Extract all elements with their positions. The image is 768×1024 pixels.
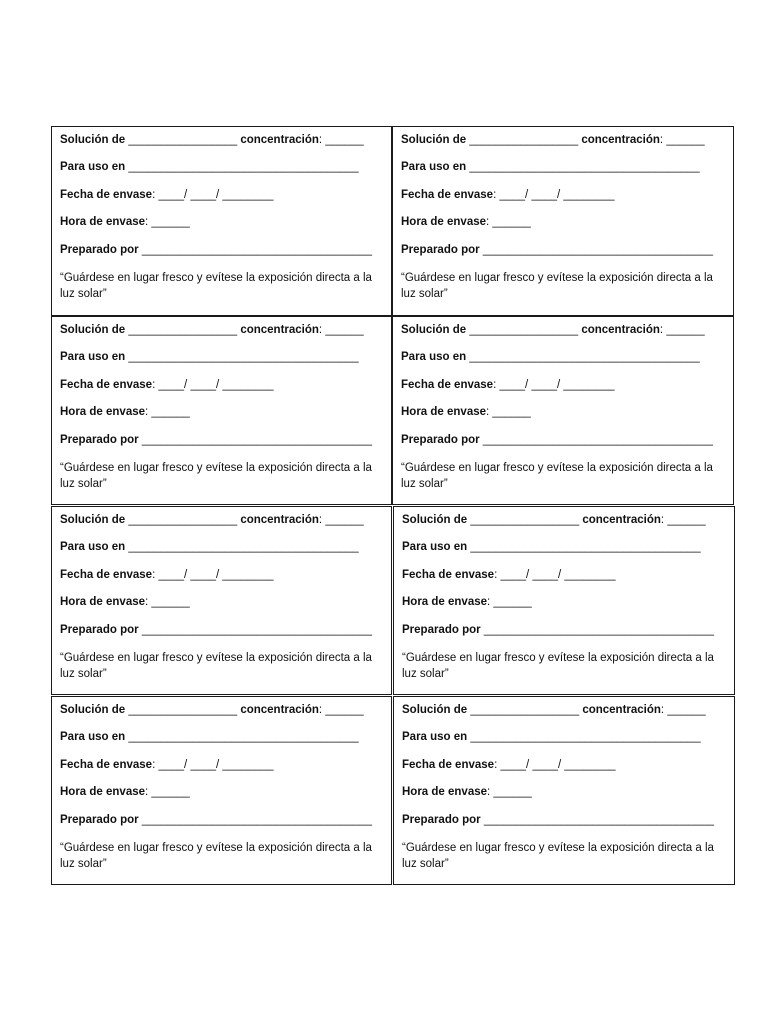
date-colon: : [494,568,498,581]
solution-label-card [393,696,735,885]
prepared-by-label: Preparado por [60,623,139,636]
date-label: Fecha de envase [402,758,495,771]
time-colon: : [145,596,149,609]
solution-line [402,703,726,730]
prepared-by-blank: ____________________________________ [482,243,714,256]
solution-line [60,703,383,730]
use-blank: ____________________________________ [128,161,359,174]
prepared-by-blank: ____________________________________ [482,433,714,446]
time-colon: : [486,406,490,419]
solution-blank: _________________ [469,324,579,336]
use-label: Para uso en [60,351,126,364]
solution-label-card [392,126,734,316]
prepared-by-blank: ____________________________________ [141,623,373,636]
solution-line [60,513,383,540]
use-label: Para uso en [60,161,126,174]
prepared-by-line [60,623,383,650]
storage-note: “Guárdese en lugar fresco y evítese la exposición directa a la luz solar” [401,271,713,300]
prepared-by-blank: ____________________________________ [141,433,373,446]
solution-line [401,323,725,350]
solution-line [60,323,383,350]
time-label: Hora de envase [402,596,488,609]
concentration-label: concentración [240,514,319,526]
prepared-by-line [401,433,725,460]
solution-blank: _________________ [128,324,238,336]
solution-label: Solución de [60,704,126,716]
date-label: Fecha de envase [401,378,494,391]
prepared-by-line [401,243,725,270]
solution-label-card [51,506,392,695]
use-blank: ____________________________________ [469,351,700,364]
date-colon: : [152,568,156,581]
concentration-blank: ______ [666,324,705,336]
use-blank: ____________________________________ [128,351,359,364]
solution-label: Solución de [402,704,468,716]
use-line [401,350,725,377]
prepared-by-label: Preparado por [60,813,139,826]
time-blank: ______ [151,786,190,799]
storage-note: “Guárdese en lugar fresco y evítese la exposición directa a la luz solar” [60,461,372,490]
date-label: Fecha de envase [401,188,494,201]
use-label: Para uso en [401,161,467,174]
time-line [402,785,726,812]
date-colon: : [152,758,156,771]
time-line [60,595,383,622]
date-label: Fecha de envase [402,568,495,581]
date-line [401,188,725,215]
time-label: Hora de envase [402,786,488,799]
use-blank: ____________________________________ [469,161,700,174]
date-line [402,758,726,785]
solution-line [60,133,383,160]
time-line [60,405,383,432]
date-line [402,568,726,595]
concentration-label: concentración [582,514,661,526]
concentration-blank: ______ [667,514,706,526]
time-colon: : [145,216,149,229]
storage-note: “Guárdese en lugar fresco y evítese la exposición directa a la luz solar” [60,841,372,870]
solution-blank: _________________ [128,134,238,146]
date-blank: ____/ ____/ ________ [158,188,274,201]
date-line [60,188,383,215]
date-blank: ____/ ____/ ________ [158,568,274,581]
concentration-colon: : [318,704,323,716]
time-label: Hora de envase [401,216,487,229]
use-blank: ____________________________________ [470,731,701,744]
date-blank: ____/ ____/ ________ [158,378,274,391]
use-label: Para uso en [401,351,467,364]
time-blank: ______ [492,216,531,229]
prepared-by-label: Preparado por [60,243,139,256]
date-blank: ____/ ____/ ________ [158,758,274,771]
use-line [60,540,383,567]
use-line [402,540,726,567]
time-colon: : [487,596,491,609]
date-colon: : [152,378,156,391]
concentration-label: concentración [240,134,319,146]
time-blank: ______ [151,596,190,609]
use-label: Para uso en [60,731,126,744]
storage-note: “Guárdese en lugar fresco y evítese la exposición directa a la luz solar” [402,651,714,680]
concentration-blank: ______ [325,134,364,146]
concentration-colon: : [318,134,323,146]
solution-label: Solución de [401,324,467,336]
prepared-by-blank: ____________________________________ [141,243,373,256]
date-colon: : [493,188,497,201]
use-blank: ____________________________________ [128,541,359,554]
prepared-by-label: Preparado por [401,433,480,446]
use-line [60,160,383,187]
use-line [402,730,726,757]
time-colon: : [145,406,149,419]
prepared-by-blank: ____________________________________ [141,813,373,826]
concentration-label: concentración [581,134,660,146]
concentration-blank: ______ [325,514,364,526]
time-blank: ______ [151,216,190,229]
time-blank: ______ [493,596,532,609]
storage-note: “Guárdese en lugar fresco y evítese la exposición directa a la luz solar” [402,841,714,870]
use-label: Para uso en [402,541,468,554]
prepared-by-line [402,813,726,840]
solution-blank: _________________ [128,704,238,716]
solution-blank: _________________ [469,134,579,146]
use-line [60,350,383,377]
prepared-by-label: Preparado por [402,623,481,636]
prepared-by-label: Preparado por [401,243,480,256]
time-line [402,595,726,622]
solution-label-card [51,316,392,505]
concentration-colon: : [659,324,664,336]
solution-line [401,133,725,160]
concentration-colon: : [660,704,665,716]
prepared-by-blank: ____________________________________ [483,813,715,826]
time-blank: ______ [493,786,532,799]
time-label: Hora de envase [60,406,146,419]
date-colon: : [152,188,156,201]
solution-label: Solución de [60,324,126,336]
solution-label-card [51,696,392,885]
concentration-colon: : [318,514,323,526]
time-blank: ______ [492,406,531,419]
time-label: Hora de envase [60,596,146,609]
concentration-label: concentración [581,324,660,336]
date-label: Fecha de envase [60,568,153,581]
concentration-label: concentración [240,324,319,336]
solution-label: Solución de [401,134,467,146]
date-label: Fecha de envase [60,758,153,771]
concentration-colon: : [660,514,665,526]
time-line [60,215,383,242]
time-line [401,215,725,242]
storage-note: “Guárdese en lugar fresco y evítese la exposición directa a la luz solar” [401,461,713,490]
solution-blank: _________________ [470,514,580,526]
date-colon: : [494,758,498,771]
date-line [60,568,383,595]
date-blank: ____/ ____/ ________ [500,758,616,771]
date-line [60,378,383,405]
use-line [60,730,383,757]
solution-blank: _________________ [470,704,580,716]
solution-label: Solución de [60,134,126,146]
prepared-by-blank: ____________________________________ [483,623,715,636]
solution-label-card [393,506,735,695]
prepared-by-label: Preparado por [60,433,139,446]
solution-label: Solución de [60,514,126,526]
storage-note: “Guárdese en lugar fresco y evítese la exposición directa a la luz solar” [60,271,372,300]
time-label: Hora de envase [60,216,146,229]
solution-label-card [51,126,392,316]
time-colon: : [486,216,490,229]
time-label: Hora de envase [60,786,146,799]
concentration-label: concentración [582,704,661,716]
concentration-blank: ______ [325,704,364,716]
time-blank: ______ [151,406,190,419]
date-line [401,378,725,405]
use-line [401,160,725,187]
solution-label: Solución de [402,514,468,526]
date-line [60,758,383,785]
solution-blank: _________________ [128,514,238,526]
solution-line [402,513,726,540]
time-colon: : [487,786,491,799]
date-blank: ____/ ____/ ________ [499,378,615,391]
use-blank: ____________________________________ [128,731,359,744]
use-label: Para uso en [402,731,468,744]
date-label: Fecha de envase [60,188,153,201]
concentration-colon: : [659,134,664,146]
storage-note: “Guárdese en lugar fresco y evítese la exposición directa a la luz solar” [60,651,372,680]
concentration-colon: : [318,324,323,336]
prepared-by-line [60,433,383,460]
time-line [401,405,725,432]
date-blank: ____/ ____/ ________ [500,568,616,581]
prepared-by-line [60,813,383,840]
time-line [60,785,383,812]
date-label: Fecha de envase [60,378,153,391]
date-blank: ____/ ____/ ________ [499,188,615,201]
concentration-blank: ______ [666,134,705,146]
time-colon: : [145,786,149,799]
concentration-blank: ______ [325,324,364,336]
use-blank: ____________________________________ [470,541,701,554]
date-colon: : [493,378,497,391]
solution-label-card [392,316,734,505]
concentration-blank: ______ [667,704,706,716]
prepared-by-line [60,243,383,270]
time-label: Hora de envase [401,406,487,419]
concentration-label: concentración [240,704,319,716]
prepared-by-label: Preparado por [402,813,481,826]
prepared-by-line [402,623,726,650]
use-label: Para uso en [60,541,126,554]
